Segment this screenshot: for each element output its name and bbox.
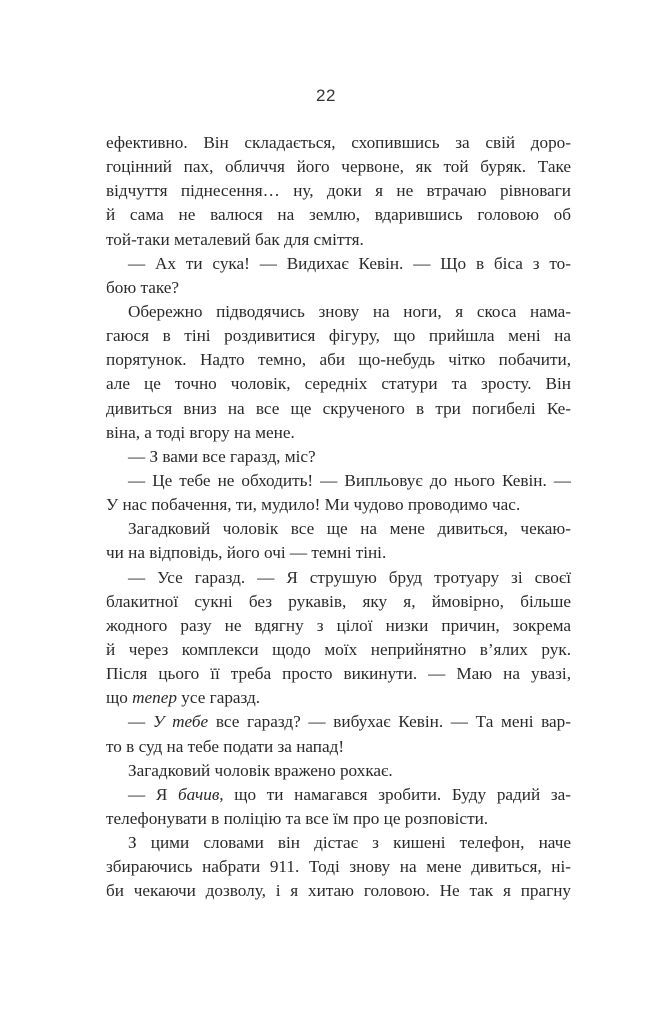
text-line: блакитної сукні без рукавів, яку я, ймовірно, більше [106,591,571,611]
text-line: У нас побачення, ти, мудило! Ми чудово проводимо час. [106,495,521,515]
text-line: телефонувати в поліцію та все їм про це розповісти. [106,808,489,828]
text-run: — Я [128,784,179,804]
text-run: , що ти намагався зробити. Буду радий за- [219,784,572,804]
text-run: усе гаразд. [177,688,261,708]
italic-text: У тебе [152,712,209,732]
italic-text: бачив [178,784,220,804]
text-line: — Ах ти сука! — Видихає Кевін. — Що в біса з то- [128,253,571,273]
text-line [106,783,571,807]
text-line: то в суд на тебе подати за напад! [106,736,345,756]
text-line: віна, а тоді вгору на мене. [106,422,295,442]
body-text [106,131,571,904]
text-line: й через комплекси щодо моїх неприйнятно в’ялих рук. [106,639,571,659]
text-line: — З вами все гаразд, міс? [128,446,316,466]
text-line [106,686,571,710]
text-run: все гаразд? — вибухає Кевін. — Та мені вар- [208,712,571,732]
text-line: гаюся в тіні роздивитися фігуру, що прийшла мені на [106,326,571,346]
text-line: той-таки металевий бак для сміття. [106,229,364,249]
text-line: Загадковий чоловік вражено рохкає. [128,760,393,780]
text-line: З цими словами він дістає з кишені телефон, наче [128,833,571,853]
text-line: ефективно. Він складається, схопившись за свій доро- [106,133,571,152]
text-line: й сама не валюся на землю, вдарившись головою об [106,205,571,225]
text-line: бою таке? [106,277,180,297]
text-run: що [106,688,133,708]
text-line: гоцінний пах, обличчя його червоне, як той буряк. Таке [106,157,571,177]
text-line: — Це тебе не обходить! — Випльовує до нього Кевін. — [128,470,571,490]
text-line: збираючись набрати 911. Тоді знову на мене дивиться, ні- [106,857,571,877]
text-line: — Усе гаразд. — Я струшую бруд тротуару зі своєї [128,567,571,587]
text-line: би чекаючи дозволу, і я хитаю головою. Не так я прагну [106,881,571,901]
page-number: 22 [316,86,336,105]
text-line: відчуття піднесення… ну, доки я не втрачаю рівноваги [106,181,571,201]
text-run: — [128,712,153,732]
text-line: Після цього її треба просто викинути. — Маю на увазі, [106,664,571,684]
text-line [106,710,571,734]
text-line: порятунок. Надто темно, аби що-небудь чітко побачити, [106,350,571,370]
text-line: але це точно чоловік, середніх статури та зросту. Він [106,374,571,394]
text-line: Обережно підводячись знову на ноги, я скоса нама- [128,301,571,321]
text-line: чи на відповідь, його очі — темні тіні. [106,543,387,563]
text-line: дивиться вниз на все ще скрученого в три погибелі Ке- [106,398,571,418]
text-line: жодного разу не вдягну з цілої низки причин, зокрема [106,615,571,635]
text-line: Загадковий чоловік все ще на мене дивиться, чекаю- [128,519,571,539]
italic-text: тепер [132,688,177,708]
